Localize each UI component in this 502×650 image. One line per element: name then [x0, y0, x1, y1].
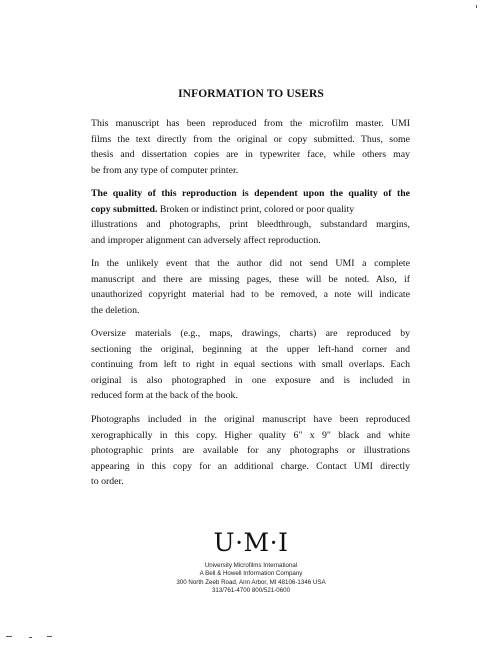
address-line: 313/761-4700 800/521-0600 — [211, 587, 291, 595]
paragraph-line: original is also photographed in one exposure and is included in — [91, 374, 410, 386]
paragraph-quality-notice — [91, 186, 410, 248]
paragraph-missing-pages — [91, 256, 410, 318]
paragraph-bold-lead: The quality of this reproduction is dependent upon the quality of the — [91, 188, 410, 199]
address-line: A Bell & Howell Information Company — [199, 570, 303, 578]
paragraph-line: continuing from left to right in equal sections with small overlaps. Each — [91, 359, 410, 371]
paragraph-line: be from any type of computer printer. — [91, 164, 239, 176]
paragraph-line: thesis and dissertation copies are in typewriter face, while others may — [91, 149, 410, 161]
paragraph-line: illustrations and photographs, print bleedthrough, substandard margins, — [91, 219, 410, 231]
paragraph-line-rest: Broken or indistinct print, colored or poor quality — [157, 203, 355, 215]
scan-mark — [29, 637, 32, 638]
paragraph-line: In the unlikely event that the author did not send UMI a complete — [91, 258, 410, 269]
paragraph-line: to order. — [91, 476, 124, 488]
paragraph-line: Oversize materials (e.g., maps, drawings, charts) are reproduced by — [91, 328, 410, 339]
paragraph-photographs — [91, 412, 410, 490]
address-line: 300 North Zeeb Road, Ann Arbor, MI 48106-1346 USA — [176, 578, 326, 586]
paragraph-line: reduced form at the back of the book. — [91, 390, 238, 402]
paragraph-line-mixed — [91, 202, 410, 218]
paragraph-line: and improper alignment can adversely affect reproduction. — [91, 234, 321, 246]
paragraph-microfilm-notice — [91, 116, 410, 178]
scan-mark — [476, 5, 477, 8]
umi-logo: U·M·I — [213, 528, 289, 557]
paragraph-line: This manuscript has been reproduced from the microfilm master. UMI — [91, 118, 410, 129]
page-title: INFORMATION TO USERS — [178, 88, 324, 100]
paragraph-line: sectioning the original, beginning at the upper left-hand corner and — [91, 343, 410, 355]
paragraph-line: Photographs included in the original manuscript have been reproduced — [91, 414, 410, 425]
paragraph-line: the deletion. — [91, 304, 140, 316]
scan-mark — [6, 636, 12, 637]
address-line: University Microfilms International — [204, 562, 298, 569]
scan-mark — [47, 636, 52, 637]
paragraph-oversize-materials — [91, 326, 410, 404]
paragraph-line: appearing in this copy for an additional charge. Contact UMI directly — [91, 460, 410, 472]
paragraph-line: manuscript and there are missing pages, these will be noted. Also, if — [91, 273, 410, 285]
paragraph-line: photographic prints are available for any photographs or illustrations — [91, 445, 410, 457]
paragraph-line: xerographically in this copy. Higher quality 6" x 9" black and white — [91, 429, 410, 441]
paragraph-line: unauthorized copyright material had to be removed, a note will indicate — [91, 289, 410, 301]
publisher-address — [0, 562, 502, 596]
paragraph-line: films the text directly from the original or copy submitted. Thus, some — [91, 133, 410, 145]
paragraph-bold-lead-2: copy submitted. — [91, 203, 158, 215]
